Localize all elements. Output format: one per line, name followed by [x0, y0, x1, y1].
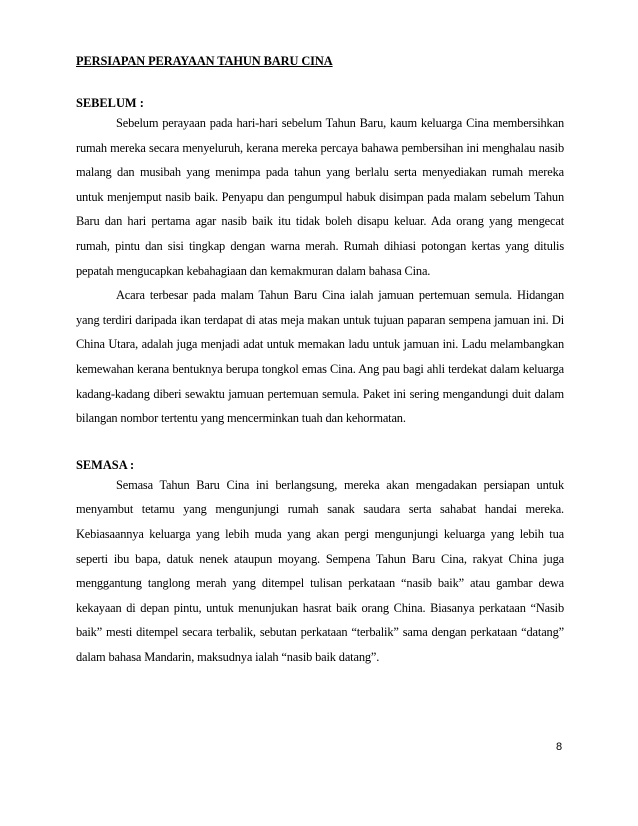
page-number: 8 [556, 741, 563, 753]
page-content [76, 53, 564, 669]
paragraph-semasa-1: Semasa Tahun Baru Cina ini berlangsung, mereka akan mengadakan persiapan untuk menyambut tetamu yang mengunjungi rumah sanak saudara serta sahabat handai mereka. Kebiasaannya keluarga yang lebih muda yang akan pergi mengunjungi keluarga yang lebih tua seperti ibu bapa, datuk nenek ataupun moyang. Sempena Tahun Baru Cina, rakyat China juga menggantung tanglong merah yang ditempel tulisan perkataan “nasib baik” atau gambar dewa kekayaan di depan pintu, untuk menunjukan hasrat baik orang China. Biasanya perkataan “Nasib baik” mesti ditempel secara terbalik, sebutan perkataan “terbalik” sama dengan perkataan “datang” dalam bahasa Mandarin, maksudnya ialah “nasib baik datang”. [76, 477, 564, 664]
paragraph-sebelum-1: Sebelum perayaan pada hari-hari sebelum Tahun Baru, kaum keluarga Cina membersihkan rumah mereka secara menyeluruh, kerana mereka percaya bahawa pembersihan ini menghalau nasib malang dan musibah yang menimpa pada tahun yang berlalu serta menyediakan rumah mereka untuk menjemput nasib baik. Penyapu dan pengumpul habuk disimpan pada malam sebelum Tahun Baru dan hari pertama agar nasib baik itu tidak boleh disapu keluar. Ada orang yang mengecat rumah, pintu dan sisi tingkap dengan warna merah. Rumah dihiasi potongan kertas yang ditulis pepatah mengucapkan kebahagiaan dan kemakmuran dalam bahasa Cina. [76, 116, 564, 278]
document-title: PERSIAPAN PERAYAAN TAHUN BARU CINA [76, 54, 333, 68]
section-heading-sebelum: SEBELUM : [76, 96, 144, 110]
section-heading-semasa: SEMASA : [76, 457, 135, 472]
paragraph-sebelum-2: Acara terbesar pada malam Tahun Baru Cina ialah jamuan pertemuan semula. Hidangan yang terdiri daripada ikan terdapat di atas meja makan untuk tujuan paparan sempena jamuan ini. Di China Utara, adalah juga menjadi adat untuk memakan ladu untuk jamuan ini. Ladu melambangkan kemewahan kerana bentuknya berupa tongkol emas Cina. Ang pau bagi ahli terdekat dalam keluarga kadang-kadang diberi sewaktu jamuan pertemuan semula. Paket ini sering mengandungi duit dalam bilangan nombor tertentu yang mencerminkan tuah dan kehormatan. [76, 288, 564, 426]
